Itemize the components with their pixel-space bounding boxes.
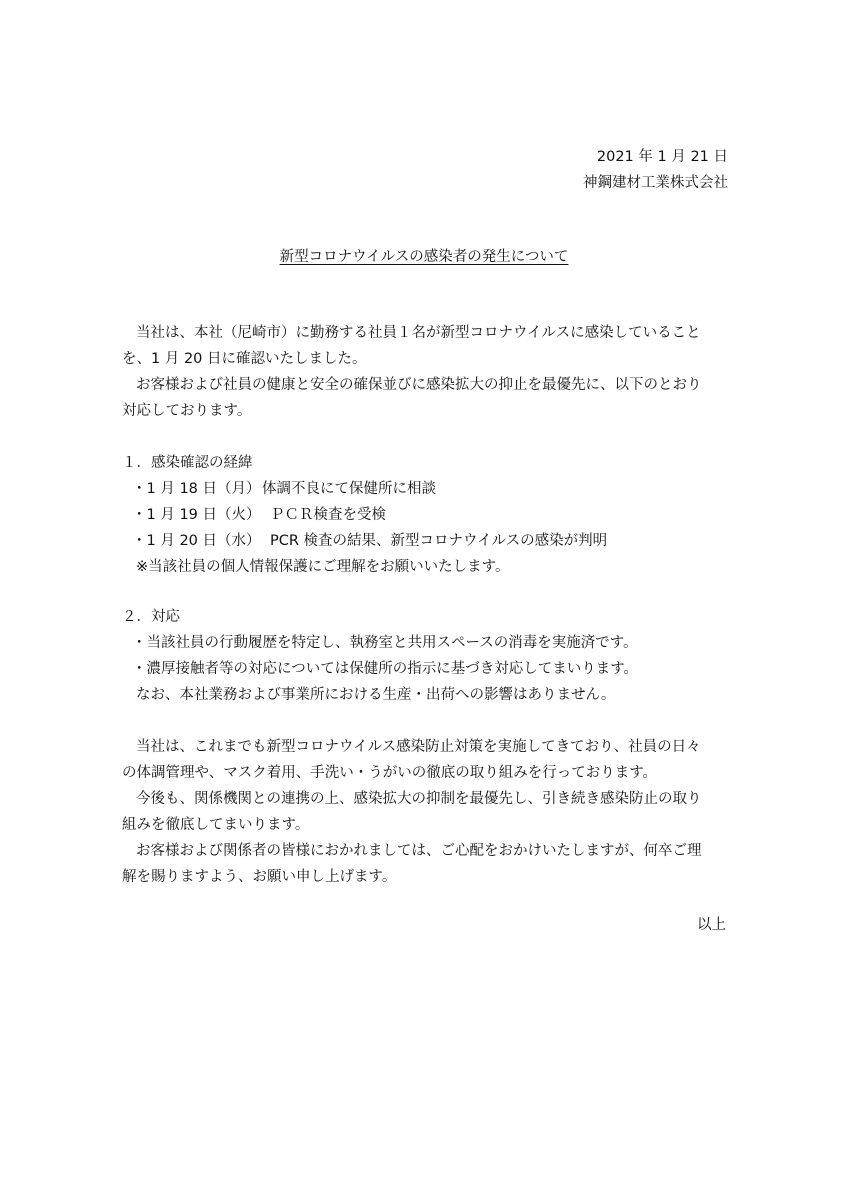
intro-line-3: お客様および社員の健康と安全の確保並びに感染拡大の抑止を最優先に、以下のとおり [136,377,702,393]
closing-line-3: 今後も、関係機関との連携の上、感染拡大の抑制を最優先し、引き続き感染防止の取り [136,791,702,807]
privacy-note: ※当該社員の個人情報保護にご理解をお願いいたします。 [136,559,510,575]
closing-line-6: 解を賜りますよう、お願い申し上げます。 [122,869,397,885]
timeline-date-1: ・1 月 18 日（月） [132,481,261,497]
timeline-text-1: 体調不良にて保健所に相談 [262,481,436,497]
section2-heading: ２．対応 [122,609,180,625]
closing-line-4: 組みを徹底してまいります。 [122,817,310,833]
document-date: 2021 年 1 月 21 日 [596,149,728,165]
closing-line-2: の体調管理や、マスク着用、手洗い・うがいの徹底の取り組みを行っております。 [122,765,658,781]
intro-line-4: 対応しております。 [122,403,252,419]
closing-line-5: お客様および関係者の皆様におかれましては、ご心配をおかけいたしますが、何卒ご理 [136,843,702,859]
timeline-date-2: ・1 月 19 日（火） [132,507,261,523]
timeline-text-2: ＰＣＲ検査を受検 [270,507,386,523]
end-mark: 以上 [697,917,726,933]
response-item-1: ・当該社員の行動履歴を特定し、執務室と共用スペースの消毒を実施済です。 [132,635,638,651]
intro-line-2: を、1 月 20 日に確認いたしました。 [122,351,367,367]
document-title: 新型コロナウイルスの感染者の発生について [279,249,569,265]
intro-line-1: 当社は、本社（尼崎市）に勤務する社員１名が新型コロナウイルスに感染していること [136,325,701,341]
closing-line-1: 当社は、これまでも新型コロナウイルス感染防止対策を実施してきており、社員の日々 [136,739,701,755]
company-name: 神鋼建材工業株式会社 [583,175,728,191]
business-impact-note: なお、本社業務および事業所における生産・出荷への影響はありません。 [136,687,616,703]
timeline-date-3: ・1 月 20 日（水） [132,533,261,549]
response-item-2: ・濃厚接触者等の対応については保健所の指示に基づき対応してまいります。 [132,661,639,677]
timeline-text-3: PCR 検査の結果、新型コロナウイルスの感染が判明 [270,533,608,549]
section1-heading: １．感染確認の経緯 [122,455,253,471]
